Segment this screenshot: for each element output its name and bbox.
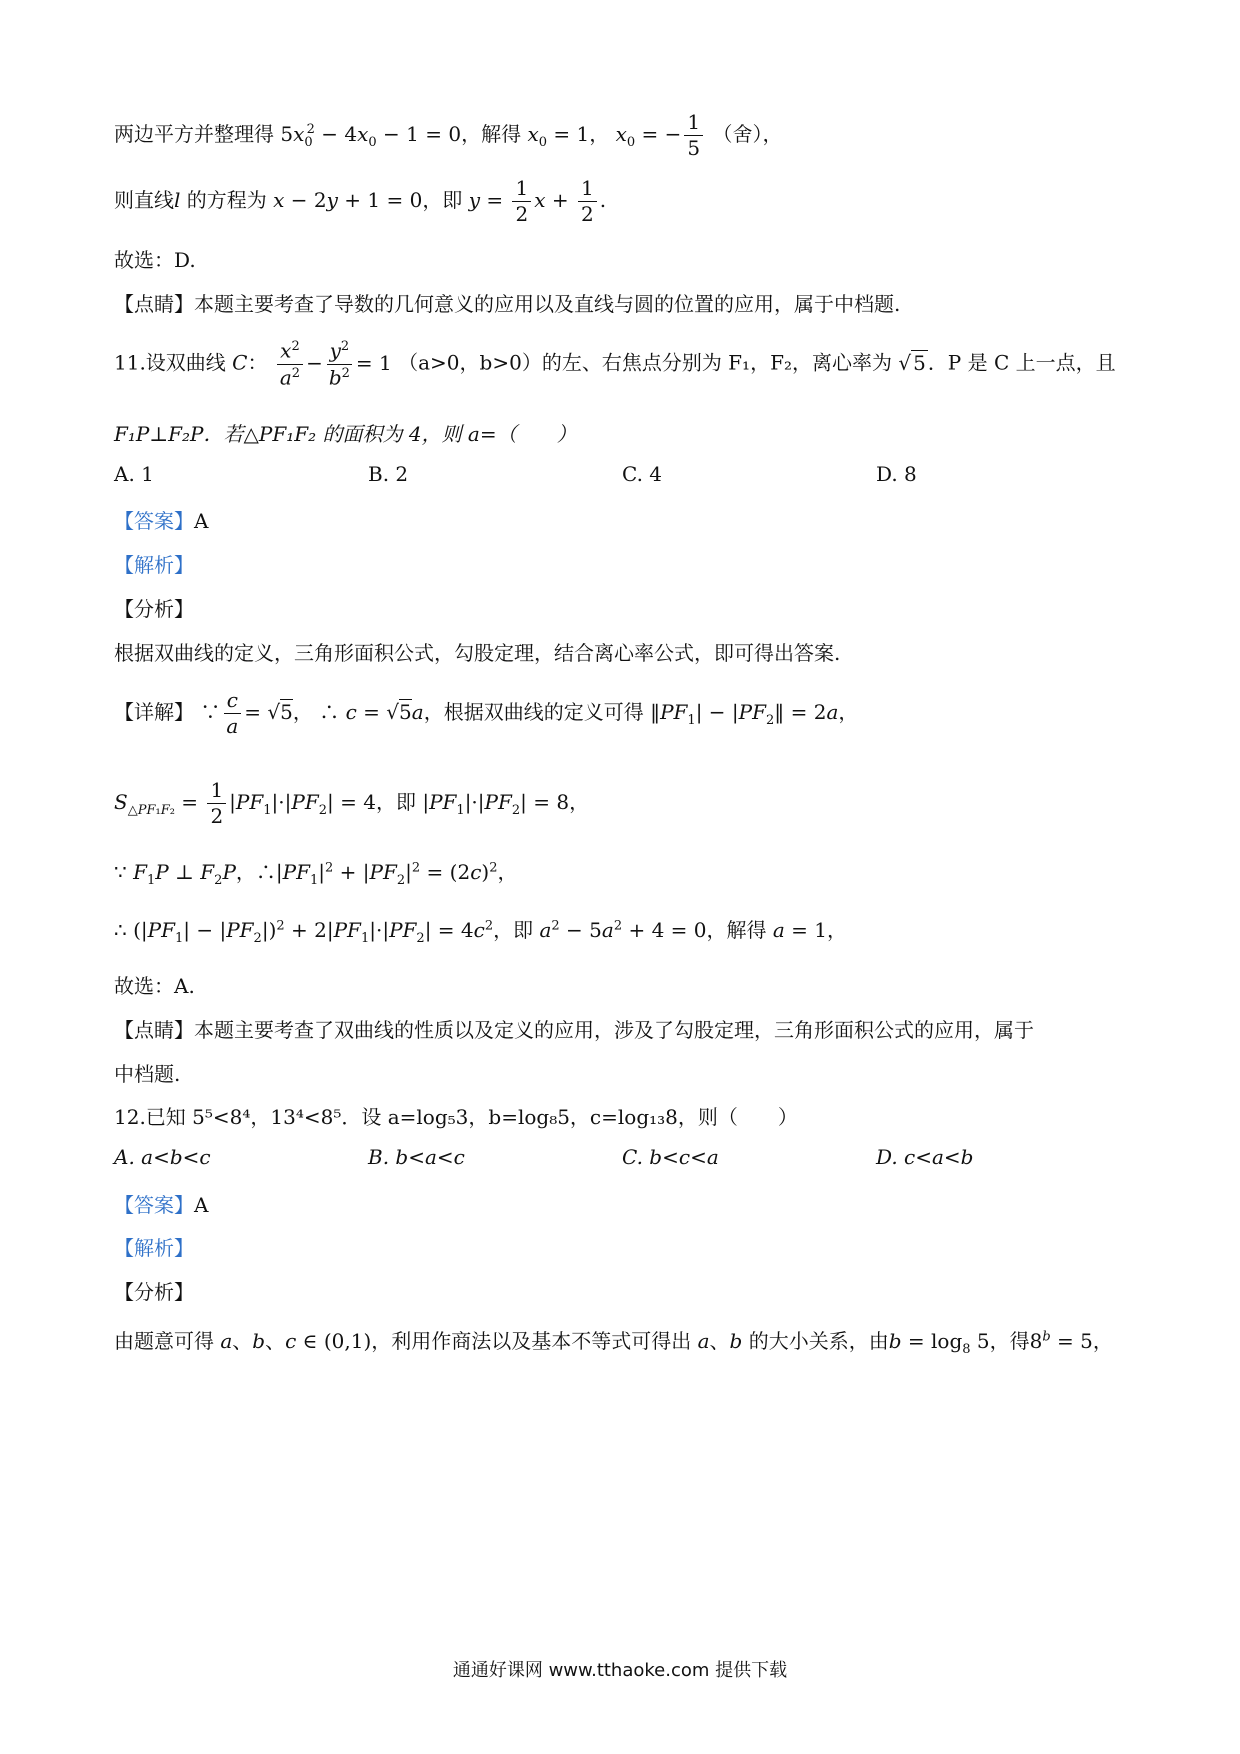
question-11-note: 【点睛】本题主要考查了双曲线的性质以及定义的应用，涉及了勾股定理，三角形面积公式的应用，属于 — [114, 1018, 1034, 1042]
question-11-detail-4 — [114, 914, 1130, 946]
question-12-analysis — [114, 1325, 1130, 1357]
option-c: C. 4 — [622, 462, 663, 486]
text: 两边平方并整理得 — [114, 122, 274, 146]
question-11-options — [114, 462, 1130, 486]
question-12-answer — [114, 1189, 1130, 1218]
answer-value: A — [194, 509, 209, 533]
option-a: A. 1 — [114, 462, 154, 486]
line-slope-form: y = $\frac{1}{2}$ x + $\frac{1}{2}$ . — [468, 176, 607, 226]
text: ， — [292, 700, 313, 724]
option-a: A. a<b<c — [114, 1145, 211, 1169]
var-C: C — [232, 350, 248, 375]
question-11-choose: 故选：A. — [114, 974, 195, 998]
question-11-fenxi: 【分析】 — [114, 597, 194, 621]
var-a: a — [220, 1329, 233, 1353]
root-1: $x_0 = 1$ — [527, 122, 590, 150]
text: ，得 — [989, 1329, 1030, 1353]
text: 、 — [232, 1329, 253, 1353]
question-11-detail-3 — [114, 856, 1130, 888]
expand-eq: ∴ $(|PF_1| - |PF_2|)^2 + 2|PF_1|\cdot|PF_2| = 4c^2$ — [114, 918, 494, 946]
question-11-line2: F₁P⊥F₂P．若△PF₁F₂ 的面积为 4，则 a=（ ） — [114, 422, 577, 446]
text: ，利用作商法以及基本不等式可得出 — [371, 1329, 692, 1353]
var-b: b — [252, 1329, 266, 1353]
option-b: B. 2 — [368, 462, 409, 486]
var-b: b — [729, 1329, 743, 1353]
sqrt-5: √ 5 — [898, 350, 926, 375]
text: ，根据双曲线的定义可得 — [423, 700, 644, 724]
definition-eq: $‖PF_1|$ − $|PF_2‖ = 2a$， — [650, 700, 859, 728]
text: ，即 — [422, 188, 463, 212]
text: ，解得 — [706, 918, 767, 942]
question-11-stem: 11.设双曲线 C： $\frac{x^2}{a^2}$ − $\frac{y^2}{b^2}$ = 1 （a>0，b>0）的左、右焦点分别为 F₁，F₂，离心率为 √ 5 ．P 是 C 上一点，且 — [114, 338, 1116, 390]
text: 11.设双曲线 — [114, 350, 226, 375]
question-11-detail-2 — [114, 780, 1130, 827]
eccentricity-eq: ∵ $\frac{c}{a}$ = √5 — [200, 688, 293, 738]
text: ， — [589, 122, 610, 146]
solution-line-square — [114, 112, 1130, 159]
page-footer: 通通好课网 www.tthaoke.com 提供下载 — [452, 1660, 788, 1681]
var-l: l — [174, 188, 181, 212]
pythagoras-eq: ∵ $F_1P$ ⊥ $F_2P$，$\therefore|PF_1|^2 + |PF_2|^2 = (2c)^2$， — [114, 860, 518, 888]
detail-label: 【详解】 — [114, 700, 194, 724]
hyperbola-equation: $\frac{x^2}{a^2}$ − $\frac{y^2}{b^2}$ = 1 — [274, 351, 392, 375]
text: 则直线 — [114, 188, 174, 212]
question-11-detail-1 — [114, 690, 1130, 737]
text: （a>0，b>0）的左、右焦点分别为 F₁，F₂，离心率为 — [398, 350, 892, 375]
text: 、 — [265, 1329, 286, 1353]
question-12-options — [114, 1145, 1130, 1169]
c-eq: ∴ c = √5a — [319, 700, 424, 724]
question-11-jiexi: 【解析】 — [114, 553, 194, 577]
option-d: D. c<a<b — [876, 1145, 974, 1169]
power-eq: $8^b = 5$， — [1029, 1329, 1113, 1353]
option-d: D. 8 — [876, 462, 917, 486]
solution-line-line-equation — [114, 178, 1130, 225]
root-2: $x_0$ = − $\frac{1}{5}$ — [616, 122, 707, 146]
log-eq: $b = \log_8 5$ — [888, 1329, 990, 1357]
answer-label: 【答案】 — [114, 509, 194, 533]
question-11-note-2: 中档题. — [114, 1062, 181, 1086]
equation-quadratic: $5x_0^2 - 4x_0 - 1 = 0$ — [280, 122, 462, 150]
question-11-analysis: 根据双曲线的定义，三角形面积公式，勾股定理，结合离心率公式，即可得出答案. — [114, 641, 841, 665]
text: 由题意可得 — [114, 1329, 214, 1353]
text: 的大小关系，由 — [748, 1329, 889, 1353]
answer-value: A — [194, 1193, 209, 1217]
set-eq: c ∈ (0,1) — [285, 1329, 372, 1353]
line-equation: x − 2y + 1 = 0 — [273, 188, 423, 212]
a-equation: $a^2 - 5a^2 + 4 = 0$ — [539, 918, 707, 942]
choose-line: 故选：D. — [114, 248, 196, 272]
product-eq: $|PF_1|\cdot|PF_2| = 8$， — [422, 790, 590, 818]
text: 的方程为 — [186, 188, 267, 212]
text: ，即 — [493, 918, 534, 942]
text: 、 — [709, 1329, 730, 1353]
question-12-fenxi: 【分析】 — [114, 1280, 194, 1304]
a-result: a = 1， — [772, 918, 848, 942]
text: （舍）， — [712, 122, 783, 146]
area-eq: $S_{\triangle PF_1F_2}$ = $\frac{1}{2}$ $|PF_1|\cdot|PF_2| = 4$ — [114, 778, 376, 828]
text: ，即 — [375, 790, 416, 814]
option-b: B. b<a<c — [368, 1145, 465, 1169]
text: ，解得 — [461, 122, 522, 146]
question-12-stem: 12.已知 5⁵<8⁴，13⁴<8⁵．设 a=log₅3，b=log₈5，c=log₁₃8，则（ ） — [114, 1105, 798, 1129]
comment-line: 【点睛】本题主要考查了导数的几何意义的应用以及直线与圆的位置的应用，属于中档题. — [114, 292, 901, 316]
question-11-answer — [114, 505, 1130, 534]
answer-label: 【答案】 — [114, 1193, 194, 1217]
text: ．P 是 C 上一点，且 — [927, 350, 1116, 375]
question-12-jiexi: 【解析】 — [114, 1236, 194, 1260]
var-a: a — [697, 1329, 710, 1353]
option-c: C. b<c<a — [622, 1145, 719, 1169]
